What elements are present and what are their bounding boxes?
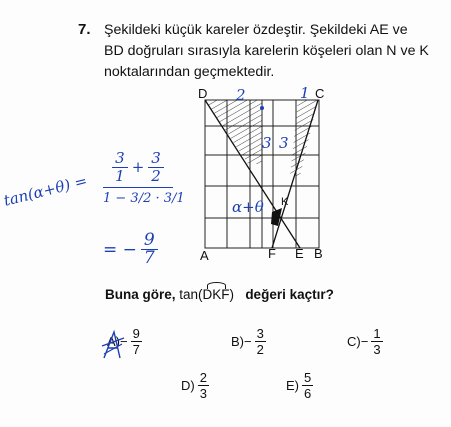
handwritten-1: 1 — [300, 84, 310, 102]
option-A-marked-icon — [100, 328, 126, 362]
handwritten-alpha-theta: α+θ — [232, 198, 264, 216]
work-result-sign: = − — [103, 239, 137, 260]
option-C-letter: C) — [347, 334, 361, 349]
question-number: 7. — [78, 21, 91, 38]
prompt-bold-end: değeri kaçtır? — [245, 287, 334, 302]
option-E-den: 6 — [304, 386, 312, 401]
handwritten-2: 2 — [236, 86, 246, 104]
option-D-num: 2 — [199, 370, 207, 385]
option-D-den: 3 — [199, 386, 207, 401]
handwritten-fraction — [103, 149, 185, 207]
handwritten-3-right: 3 — [279, 134, 289, 152]
handwritten-3-left: 3 — [262, 134, 272, 152]
option-A-den: 7 — [132, 342, 140, 357]
option-A-letter: A) — [107, 334, 120, 349]
option-C[interactable] — [347, 326, 383, 357]
work-result-num: 9 — [143, 230, 155, 250]
option-B-den: 2 — [256, 342, 264, 357]
option-B-letter: B) — [231, 334, 244, 349]
option-C-num: 1 — [373, 326, 381, 341]
option-A-sign: − — [120, 334, 128, 349]
question-line-1: Şekildeki küçük kareler özdeştir. Şekildeki AE ve — [104, 22, 408, 38]
option-B-sign: − — [244, 334, 252, 349]
line-BD — [272, 100, 318, 248]
option-A-num: 9 — [132, 326, 140, 341]
label-B: B — [314, 246, 323, 261]
label-D: D — [198, 86, 208, 101]
option-E[interactable] — [286, 370, 313, 401]
label-E: E — [295, 246, 304, 261]
question-prompt — [105, 287, 334, 302]
prompt-close: ) — [229, 287, 235, 302]
work-denominator: 1 − 3/2 · 3/1 — [103, 187, 173, 207]
point-N — [260, 106, 264, 110]
option-B-num: 3 — [256, 326, 264, 341]
question-line-3: noktalarından geçmektedir. — [104, 64, 275, 80]
handwritten-tan-lhs: tan(α+θ) = — [1, 171, 90, 210]
work-n1: 3 — [115, 149, 125, 167]
option-C-den: 3 — [373, 342, 381, 357]
option-D-letter: D) — [181, 378, 195, 393]
work-plus: + — [131, 158, 145, 176]
option-E-num: 5 — [304, 370, 312, 385]
option-B[interactable] — [231, 326, 266, 357]
work-result-den: 7 — [141, 249, 158, 267]
hatched-region-left — [205, 100, 262, 164]
question-line-2: BD doğruları sırasıyla karelerin köşeleri olan N ve K — [104, 43, 429, 59]
label-K: K — [281, 196, 289, 208]
option-E-letter: E) — [286, 378, 299, 393]
handwritten-result — [103, 232, 158, 267]
prompt-angle: DKF — [202, 287, 230, 302]
work-n2: 3 — [151, 149, 161, 167]
prompt-bold-start: Buna göre, — [105, 287, 176, 302]
label-C: C — [315, 86, 325, 101]
option-D[interactable] — [181, 370, 209, 401]
work-d2: 2 — [148, 167, 164, 185]
label-F: F — [268, 246, 276, 261]
work-d1: 1 — [112, 167, 128, 185]
prompt-func: tan( — [179, 287, 203, 302]
label-A: A — [200, 248, 209, 263]
option-C-sign: − — [360, 334, 369, 349]
